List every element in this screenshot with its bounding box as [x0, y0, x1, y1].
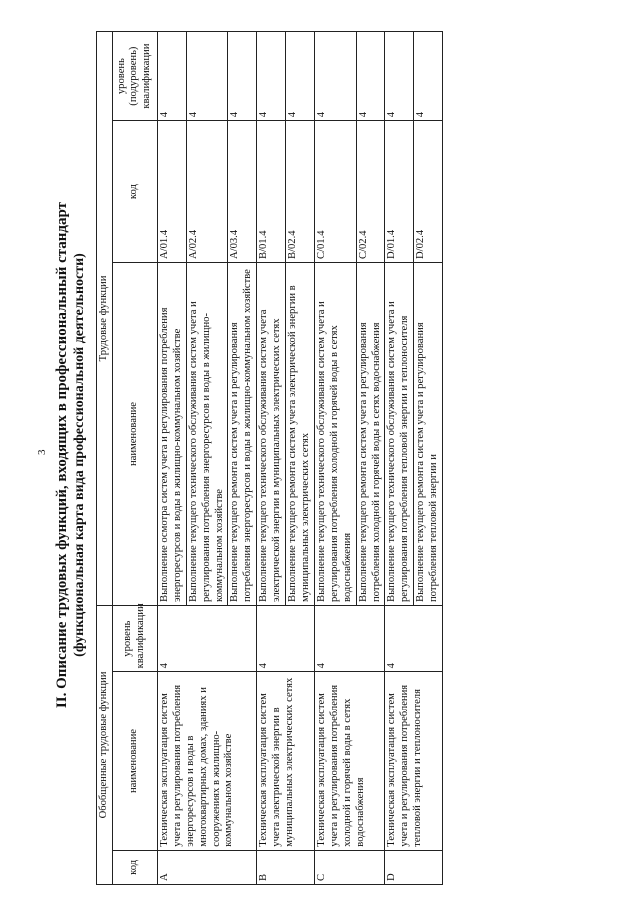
qual-level-header: уровень квалификации [112, 606, 157, 672]
function-name-cell: Выполнение текущего технического обслуживания систем учета электрической энергии в муниципальных электрических сетях [257, 263, 286, 606]
group-level-cell: 4 [157, 606, 256, 672]
page-number: 3 [36, 449, 48, 455]
table-row [257, 32, 286, 885]
table-row [314, 32, 356, 885]
function-code-cell: C/02.4 [356, 121, 385, 263]
function-code-cell: A/01.4 [157, 121, 186, 263]
function-code-cell: B/01.4 [257, 121, 286, 263]
code-header: код [112, 850, 157, 884]
group-level-cell: 4 [257, 606, 315, 672]
function-name-cell: Выполнение текущего ремонта систем учета и регулирования потребления холодной и горячей воды в сетях водоснабжения [356, 263, 385, 606]
column-header-row [112, 32, 157, 885]
group-name-cell: Техническая эксплуатация систем учета и регулирования потребления холодной и горячей воды в сетях водоснабжения [314, 672, 385, 850]
function-name-cell: Выполнение осмотра систем учета и регулирования потребления энергоресурсов и воды в жилищно-коммунальном хозяйстве [157, 263, 186, 606]
group-code-cell: C [314, 850, 385, 884]
group-name-cell: Техническая эксплуатация систем учета электрической энергии в муниципальных электрических сетях [257, 672, 315, 850]
function-code-cell: D/01.4 [385, 121, 414, 263]
group-code-cell: A [157, 850, 256, 884]
function-level-cell: 4 [385, 32, 414, 121]
name-header: наименование [112, 672, 157, 850]
labor-name-header: наименование [112, 263, 157, 606]
labor-code-header: код [112, 121, 157, 263]
function-code-cell: D/02.4 [414, 121, 443, 263]
function-level-cell: 4 [186, 32, 228, 121]
group-name-cell: Техническая эксплуатация систем учета и регулирования потребления тепловой энергии и теплоносителя [385, 672, 443, 850]
function-level-cell: 4 [286, 32, 315, 121]
function-name-cell: Выполнение текущего ремонта систем учета электрической энергии в муниципальных электрических сетях [286, 263, 315, 606]
function-code-cell: B/02.4 [286, 121, 315, 263]
function-name-cell: Выполнение текущего технического обслуживания систем учета и регулирования потребления тепловой энергии и теплоносителя [385, 263, 414, 606]
group-code-cell: B [257, 850, 315, 884]
functional-map-table [96, 31, 443, 885]
table-row [157, 32, 186, 885]
function-name-cell: Выполнение текущего технического обслуживания систем учета и регулирования потребления холодной и горячей воды в сетях водоснабжения [314, 263, 356, 606]
function-code-cell: A/02.4 [186, 121, 228, 263]
group-code-cell: D [385, 850, 443, 884]
function-code-cell: A/03.4 [228, 121, 257, 263]
function-level-cell: 4 [314, 32, 356, 121]
function-name-cell: Выполнение текущего ремонта систем учета и регулирования потребления энергоресурсов и воды в жилищно-коммунальном хозяйстве [228, 263, 257, 606]
function-level-cell: 4 [228, 32, 257, 121]
rotated-page-content [54, 25, 634, 885]
sublevel-header: уровень (подуровень) квалификации [112, 32, 157, 121]
group-level-cell: 4 [314, 606, 385, 672]
section-heading [54, 25, 88, 885]
group-header-row [97, 32, 113, 885]
table-row [385, 32, 414, 885]
section-title: II. Описание трудовых функций, входящих в профессиональный стандарт [54, 201, 70, 709]
section-subtitle: (функциональная карта вида профессиональной деятельности) [72, 253, 87, 657]
function-code-cell: C/01.4 [314, 121, 356, 263]
function-level-cell: 4 [414, 32, 443, 121]
group-level-cell: 4 [385, 606, 443, 672]
labor-functions-header: Трудовые функции [97, 32, 113, 606]
function-level-cell: 4 [257, 32, 286, 121]
function-level-cell: 4 [157, 32, 186, 121]
generalized-functions-header: Обобщенные трудовые функции [97, 606, 113, 885]
function-name-cell: Выполнение текущего технического обслуживания систем учета и регулирования потребления энергоресурсов и воды в жилищно-коммунальном хозяйстве [186, 263, 228, 606]
group-name-cell: Техническая эксплуатация систем учета и регулирования потребления энергоресурсов и воды в многоквартирных домах, зданиях и сооружениях в жилищно-коммунальном хозяйстве [157, 672, 256, 850]
function-name-cell: Выполнение текущего ремонта систем учета и регулирования потребления тепловой энергии и [414, 263, 443, 606]
function-level-cell: 4 [356, 32, 385, 121]
